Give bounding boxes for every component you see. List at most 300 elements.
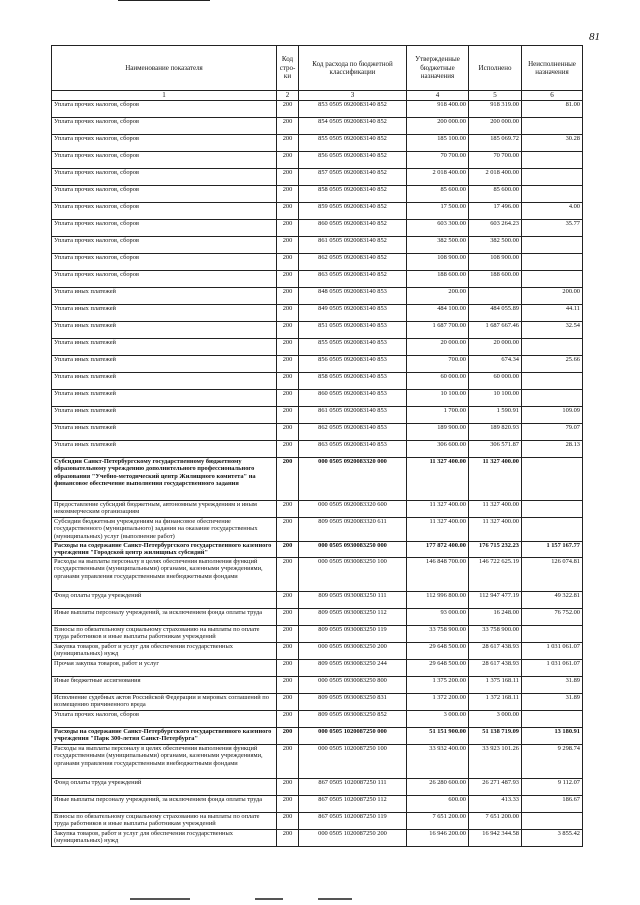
- row-code-cell: 200: [277, 660, 299, 677]
- column-number: 2: [277, 91, 299, 101]
- table-row: [52, 542, 583, 558]
- row-unexecuted-cell: [522, 271, 583, 288]
- row-name-cell: Уплата иных платежей: [52, 424, 277, 441]
- row-unexecuted-cell: [522, 237, 583, 254]
- table-row: [52, 135, 583, 152]
- page-number: 81: [589, 31, 600, 43]
- row-executed-cell: 603 264.23: [469, 220, 522, 237]
- row-approved-cell: 60 000.00: [407, 373, 469, 390]
- row-classification-cell: 809 0505 0930083250 111: [299, 592, 407, 609]
- row-classification-cell: 863 0505 0920083140 853: [299, 441, 407, 458]
- table-row: [52, 390, 583, 407]
- row-code-cell: 200: [277, 390, 299, 407]
- row-name-cell: Уплата иных платежей: [52, 373, 277, 390]
- bottom-scan-mark: [318, 898, 352, 900]
- row-approved-cell: 2 018 400.00: [407, 169, 469, 186]
- row-name-cell: Уплата прочих налогов, сборов: [52, 711, 277, 728]
- row-name-cell: Фонд оплаты труда учреждений: [52, 592, 277, 609]
- row-executed-cell: 70 700.00: [469, 152, 522, 169]
- row-name-cell: Уплата иных платежей: [52, 322, 277, 339]
- row-unexecuted-cell: 49 322.81: [522, 592, 583, 609]
- row-executed-cell: 11 327 400.00: [469, 501, 522, 518]
- row-name-cell: Уплата иных платежей: [52, 441, 277, 458]
- row-classification-cell: 867 0505 1020087250 119: [299, 813, 407, 830]
- row-unexecuted-cell: 1 031 061.07: [522, 643, 583, 660]
- row-code-cell: 200: [277, 135, 299, 152]
- row-code-cell: 200: [277, 237, 299, 254]
- row-unexecuted-cell: [522, 813, 583, 830]
- row-unexecuted-cell: 81.00: [522, 101, 583, 118]
- row-name-cell: Взносы по обязательному социальному страхованию на выплаты по оплате труда работников и иные выплаты работникам учреждений: [52, 626, 277, 643]
- row-code-cell: 200: [277, 694, 299, 711]
- row-unexecuted-cell: 126 074.81: [522, 558, 583, 592]
- table-row: [52, 609, 583, 626]
- row-approved-cell: 700.00: [407, 356, 469, 373]
- table-row: [52, 796, 583, 813]
- row-executed-cell: [469, 288, 522, 305]
- row-approved-cell: 1 372 200.00: [407, 694, 469, 711]
- row-unexecuted-cell: [522, 390, 583, 407]
- row-classification-cell: 000 0505 0920083320 000: [299, 458, 407, 501]
- row-name-cell: Расходы на выплаты персоналу в целях обеспечения выполнения функций государственными (муниципальными) органами, казенными учреждениями, органами управления государственными внебюджетными фондами: [52, 558, 277, 592]
- table-row: [52, 441, 583, 458]
- row-name-cell: Закупка товаров, работ и услуг для обеспечения государственных (муниципальных) нужд: [52, 643, 277, 660]
- row-name-cell: Фонд оплаты труда учреждений: [52, 779, 277, 796]
- row-code-cell: 200: [277, 745, 299, 779]
- row-approved-cell: 185 100.00: [407, 135, 469, 152]
- table-row: [52, 118, 583, 135]
- table-row: [52, 626, 583, 643]
- row-classification-cell: 859 0505 0920083140 852: [299, 203, 407, 220]
- row-executed-cell: 112 947 477.19: [469, 592, 522, 609]
- row-classification-cell: 809 0505 0930083250 244: [299, 660, 407, 677]
- row-name-cell: Уплата прочих налогов, сборов: [52, 135, 277, 152]
- row-unexecuted-cell: [522, 518, 583, 542]
- row-approved-cell: 484 100.00: [407, 305, 469, 322]
- row-approved-cell: 51 151 900.00: [407, 728, 469, 745]
- row-code-cell: 200: [277, 305, 299, 322]
- row-approved-cell: 10 100.00: [407, 390, 469, 407]
- row-code-cell: 200: [277, 677, 299, 694]
- row-classification-cell: 857 0505 0920083140 852: [299, 169, 407, 186]
- row-approved-cell: 33 758 900.00: [407, 626, 469, 643]
- table-row: [52, 101, 583, 118]
- row-executed-cell: 918 319.00: [469, 101, 522, 118]
- table-row: [52, 322, 583, 339]
- table-row: [52, 305, 583, 322]
- row-executed-cell: 2 018 400.00: [469, 169, 522, 186]
- row-approved-cell: 200 000.00: [407, 118, 469, 135]
- row-code-cell: 200: [277, 186, 299, 203]
- table-row: [52, 169, 583, 186]
- row-code-cell: 200: [277, 458, 299, 501]
- row-code-cell: 200: [277, 220, 299, 237]
- row-executed-cell: 20 000.00: [469, 339, 522, 356]
- table-row: [52, 458, 583, 501]
- row-classification-cell: 851 0505 0920083140 853: [299, 322, 407, 339]
- row-classification-cell: 000 0505 0920083320 600: [299, 501, 407, 518]
- row-code-cell: 200: [277, 643, 299, 660]
- header-unexecuted: Неисполненные назначения: [522, 46, 583, 91]
- row-executed-cell: 11 327 400.00: [469, 518, 522, 542]
- column-number-row: [52, 91, 583, 101]
- table-row: [52, 407, 583, 424]
- row-name-cell: Уплата иных платежей: [52, 305, 277, 322]
- table-row: [52, 830, 583, 847]
- row-code-cell: 200: [277, 356, 299, 373]
- row-name-cell: Уплата иных платежей: [52, 288, 277, 305]
- row-name-cell: Предоставление субсидий бюджетным, автономным учреждениям и иным некоммерческим организациям: [52, 501, 277, 518]
- table-row: [52, 643, 583, 660]
- row-executed-cell: 17 496.00: [469, 203, 522, 220]
- row-code-cell: 200: [277, 592, 299, 609]
- row-unexecuted-cell: 186.67: [522, 796, 583, 813]
- row-code-cell: 200: [277, 407, 299, 424]
- table-row: [52, 373, 583, 390]
- row-executed-cell: 1 687 667.46: [469, 322, 522, 339]
- row-code-cell: 200: [277, 288, 299, 305]
- row-approved-cell: 112 996 800.00: [407, 592, 469, 609]
- row-code-cell: 200: [277, 728, 299, 745]
- table-row: [52, 677, 583, 694]
- table-row: [52, 813, 583, 830]
- row-approved-cell: 29 648 500.00: [407, 643, 469, 660]
- table-body: [52, 101, 583, 847]
- header-name: Наименование показателя: [52, 46, 277, 91]
- row-name-cell: Уплата прочих налогов, сборов: [52, 271, 277, 288]
- row-executed-cell: 146 722 625.19: [469, 558, 522, 592]
- row-name-cell: Уплата иных платежей: [52, 339, 277, 356]
- row-classification-cell: 858 0505 0920083140 853: [299, 373, 407, 390]
- row-classification-cell: 862 0505 0920083140 852: [299, 254, 407, 271]
- row-approved-cell: 1 375 200.00: [407, 677, 469, 694]
- row-approved-cell: 200.00: [407, 288, 469, 305]
- row-executed-cell: 108 900.00: [469, 254, 522, 271]
- row-approved-cell: 146 848 700.00: [407, 558, 469, 592]
- row-approved-cell: 70 700.00: [407, 152, 469, 169]
- header-code: Код стро-ки: [277, 46, 299, 91]
- row-unexecuted-cell: [522, 169, 583, 186]
- row-unexecuted-cell: [522, 254, 583, 271]
- row-classification-cell: 860 0505 0920083140 852: [299, 220, 407, 237]
- row-name-cell: Уплата иных платежей: [52, 407, 277, 424]
- row-approved-cell: 26 280 600.00: [407, 779, 469, 796]
- row-unexecuted-cell: 35.77: [522, 220, 583, 237]
- table-row: [52, 745, 583, 779]
- table-row: [52, 237, 583, 254]
- row-name-cell: Иные бюджетные ассигнования: [52, 677, 277, 694]
- row-executed-cell: 16 942 344.58: [469, 830, 522, 847]
- table-row: [52, 203, 583, 220]
- row-approved-cell: 33 932 400.00: [407, 745, 469, 779]
- table-row: [52, 288, 583, 305]
- row-executed-cell: 185 069.72: [469, 135, 522, 152]
- row-executed-cell: 7 651 200.00: [469, 813, 522, 830]
- row-approved-cell: 11 327 400.00: [407, 501, 469, 518]
- row-approved-cell: 85 600.00: [407, 186, 469, 203]
- row-classification-cell: 809 0505 0920083320 611: [299, 518, 407, 542]
- row-unexecuted-cell: 13 180.91: [522, 728, 583, 745]
- table-row: [52, 424, 583, 441]
- table-row: [52, 558, 583, 592]
- row-code-cell: 200: [277, 254, 299, 271]
- row-code-cell: 200: [277, 424, 299, 441]
- header-executed: Исполнено: [469, 46, 522, 91]
- row-code-cell: 200: [277, 542, 299, 558]
- row-approved-cell: 29 648 500.00: [407, 660, 469, 677]
- header-approved: Утвержденные бюджетные назначения: [407, 46, 469, 91]
- row-name-cell: Уплата прочих налогов, сборов: [52, 203, 277, 220]
- row-classification-cell: 855 0505 0920083140 852: [299, 135, 407, 152]
- row-classification-cell: 000 0505 0930083250 000: [299, 542, 407, 558]
- bottom-scan-mark: [130, 898, 190, 900]
- table-row: [52, 271, 583, 288]
- row-unexecuted-cell: 32.54: [522, 322, 583, 339]
- row-classification-cell: 849 0505 0920083140 853: [299, 305, 407, 322]
- table-row: [52, 711, 583, 728]
- row-unexecuted-cell: 3 855.42: [522, 830, 583, 847]
- row-classification-cell: 809 0505 0930083250 119: [299, 626, 407, 643]
- row-code-cell: 200: [277, 626, 299, 643]
- row-executed-cell: 10 100.00: [469, 390, 522, 407]
- row-unexecuted-cell: 9 112.07: [522, 779, 583, 796]
- row-executed-cell: 1 375 168.11: [469, 677, 522, 694]
- row-approved-cell: 1 700.00: [407, 407, 469, 424]
- row-name-cell: Субсидии Санкт-Петербургскому государственному бюджетному образовательному учреждению дополнительного профессионального образования "Учебно-методический центр Жилищного комитета" на финансовое обеспечение выполнения государственного задания: [52, 458, 277, 501]
- table-row: [52, 152, 583, 169]
- row-classification-cell: 863 0505 0920083140 852: [299, 271, 407, 288]
- row-unexecuted-cell: 28.13: [522, 441, 583, 458]
- row-executed-cell: 189 820.93: [469, 424, 522, 441]
- row-approved-cell: 603 300.00: [407, 220, 469, 237]
- table-row: [52, 728, 583, 745]
- row-classification-cell: 000 0505 1020087250 100: [299, 745, 407, 779]
- row-code-cell: 200: [277, 796, 299, 813]
- row-classification-cell: 861 0505 0920083140 853: [299, 407, 407, 424]
- row-classification-cell: 867 0505 1020087250 111: [299, 779, 407, 796]
- row-executed-cell: 16 248.00: [469, 609, 522, 626]
- row-unexecuted-cell: 25.66: [522, 356, 583, 373]
- table-row: [52, 694, 583, 711]
- column-number: 4: [407, 91, 469, 101]
- table-row: [52, 501, 583, 518]
- row-code-cell: 200: [277, 779, 299, 796]
- table-row: [52, 518, 583, 542]
- row-name-cell: Уплата прочих налогов, сборов: [52, 101, 277, 118]
- row-classification-cell: 848 0505 0920083140 853: [299, 288, 407, 305]
- row-name-cell: Прочая закупка товаров, работ и услуг: [52, 660, 277, 677]
- row-unexecuted-cell: 31.89: [522, 677, 583, 694]
- row-code-cell: 200: [277, 373, 299, 390]
- row-code-cell: 200: [277, 813, 299, 830]
- row-classification-cell: 000 0505 0930083250 200: [299, 643, 407, 660]
- row-classification-cell: 856 0505 0920083140 853: [299, 356, 407, 373]
- header-classification: Код расхода по бюджетной классификации: [299, 46, 407, 91]
- row-classification-cell: 854 0505 0920083140 852: [299, 118, 407, 135]
- row-executed-cell: 200 000.00: [469, 118, 522, 135]
- budget-execution-table: [51, 45, 583, 847]
- row-unexecuted-cell: [522, 339, 583, 356]
- row-executed-cell: 11 327 400.00: [469, 458, 522, 501]
- row-executed-cell: 28 617 438.93: [469, 643, 522, 660]
- row-classification-cell: 860 0505 0920083140 853: [299, 390, 407, 407]
- row-executed-cell: 85 600.00: [469, 186, 522, 203]
- row-name-cell: Закупка товаров, работ и услуг для обеспечения государственных (муниципальных) нужд: [52, 830, 277, 847]
- bottom-scan-mark: [255, 898, 283, 900]
- row-approved-cell: 3 000.00: [407, 711, 469, 728]
- row-name-cell: Взносы по обязательному социальному страхованию на выплаты по оплате труда работников и иные выплаты работникам учреждений: [52, 813, 277, 830]
- row-executed-cell: 674.34: [469, 356, 522, 373]
- row-unexecuted-cell: [522, 186, 583, 203]
- row-approved-cell: 17 500.00: [407, 203, 469, 220]
- row-executed-cell: 33 758 900.00: [469, 626, 522, 643]
- row-name-cell: Уплата прочих налогов, сборов: [52, 220, 277, 237]
- row-unexecuted-cell: 9 298.74: [522, 745, 583, 779]
- row-code-cell: 200: [277, 152, 299, 169]
- row-executed-cell: 1 372 168.11: [469, 694, 522, 711]
- row-code-cell: 200: [277, 339, 299, 356]
- row-approved-cell: 306 600.00: [407, 441, 469, 458]
- row-classification-cell: 809 0505 0930083250 852: [299, 711, 407, 728]
- row-name-cell: Расходы на выплаты персоналу в целях обеспечения выполнения функций государственными (муниципальными) органами, казенными учреждениями, органами управления государственными внебюджетными фондами: [52, 745, 277, 779]
- row-code-cell: 200: [277, 501, 299, 518]
- row-unexecuted-cell: [522, 458, 583, 501]
- row-name-cell: Исполнение судебных актов Российской Федерации и мировых соглашений по возмещению причиненного вреда: [52, 694, 277, 711]
- row-name-cell: Расходы на содержание Санкт-Петербургского государственного казенного учреждения "Парк 300-летия Санкт-Петербурга": [52, 728, 277, 745]
- row-executed-cell: 28 617 438.93: [469, 660, 522, 677]
- row-classification-cell: 000 0505 0930083250 100: [299, 558, 407, 592]
- row-executed-cell: 306 571.87: [469, 441, 522, 458]
- row-unexecuted-cell: 79.07: [522, 424, 583, 441]
- row-code-cell: 200: [277, 101, 299, 118]
- row-name-cell: Расходы на содержание Санкт-Петербургского государственного казенного учреждения "Городской центр жилищных субсидий": [52, 542, 277, 558]
- row-code-cell: 200: [277, 271, 299, 288]
- row-name-cell: Уплата прочих налогов, сборов: [52, 186, 277, 203]
- row-unexecuted-cell: 1 031 061.07: [522, 660, 583, 677]
- row-approved-cell: 7 651 200.00: [407, 813, 469, 830]
- row-name-cell: Уплата прочих налогов, сборов: [52, 118, 277, 135]
- table-row: [52, 186, 583, 203]
- row-classification-cell: 000 0505 0930083250 800: [299, 677, 407, 694]
- row-code-cell: 200: [277, 441, 299, 458]
- row-approved-cell: 11 327 400.00: [407, 458, 469, 501]
- row-unexecuted-cell: [522, 711, 583, 728]
- row-name-cell: Уплата иных платежей: [52, 356, 277, 373]
- row-unexecuted-cell: [522, 118, 583, 135]
- table-row: [52, 779, 583, 796]
- table-row: [52, 660, 583, 677]
- row-unexecuted-cell: 76 752.00: [522, 609, 583, 626]
- row-name-cell: Уплата прочих налогов, сборов: [52, 152, 277, 169]
- table-row: [52, 220, 583, 237]
- table-row: [52, 254, 583, 271]
- table-row: [52, 356, 583, 373]
- row-classification-cell: 856 0505 0920083140 852: [299, 152, 407, 169]
- row-classification-cell: 000 0505 1020087250 200: [299, 830, 407, 847]
- row-classification-cell: 809 0505 0930083250 112: [299, 609, 407, 626]
- row-classification-cell: 853 0505 0920083140 852: [299, 101, 407, 118]
- row-unexecuted-cell: [522, 152, 583, 169]
- row-name-cell: Уплата иных платежей: [52, 390, 277, 407]
- row-executed-cell: 33 923 101.26: [469, 745, 522, 779]
- row-executed-cell: 1 590.91: [469, 407, 522, 424]
- row-code-cell: 200: [277, 169, 299, 186]
- row-unexecuted-cell: 44.11: [522, 305, 583, 322]
- row-approved-cell: 188 600.00: [407, 271, 469, 288]
- row-classification-cell: 000 0505 1020087250 000: [299, 728, 407, 745]
- column-number: 6: [522, 91, 583, 101]
- table-header-row: [52, 46, 583, 91]
- row-code-cell: 200: [277, 518, 299, 542]
- row-unexecuted-cell: [522, 373, 583, 390]
- row-name-cell: Уплата прочих налогов, сборов: [52, 254, 277, 271]
- row-name-cell: Уплата прочих налогов, сборов: [52, 169, 277, 186]
- row-unexecuted-cell: [522, 501, 583, 518]
- row-code-cell: 200: [277, 609, 299, 626]
- row-executed-cell: 176 715 232.23: [469, 542, 522, 558]
- row-code-cell: 200: [277, 118, 299, 135]
- row-executed-cell: 26 271 487.93: [469, 779, 522, 796]
- row-unexecuted-cell: 4.00: [522, 203, 583, 220]
- column-number: 1: [52, 91, 277, 101]
- column-number: 5: [469, 91, 522, 101]
- row-executed-cell: 60 000.00: [469, 373, 522, 390]
- column-number: 3: [299, 91, 407, 101]
- row-code-cell: 200: [277, 830, 299, 847]
- row-code-cell: 200: [277, 322, 299, 339]
- row-approved-cell: 93 000.00: [407, 609, 469, 626]
- row-approved-cell: 177 872 400.00: [407, 542, 469, 558]
- row-code-cell: 200: [277, 203, 299, 220]
- row-unexecuted-cell: 30.28: [522, 135, 583, 152]
- row-executed-cell: 413.33: [469, 796, 522, 813]
- row-name-cell: Иные выплаты персоналу учреждений, за исключением фонда оплаты труда: [52, 609, 277, 626]
- row-code-cell: 200: [277, 711, 299, 728]
- row-name-cell: Уплата прочих налогов, сборов: [52, 237, 277, 254]
- row-approved-cell: 382 500.00: [407, 237, 469, 254]
- row-name-cell: Иные выплаты персоналу учреждений, за исключением фонда оплаты труда: [52, 796, 277, 813]
- row-classification-cell: 855 0505 0920083140 853: [299, 339, 407, 356]
- row-classification-cell: 861 0505 0920083140 852: [299, 237, 407, 254]
- row-approved-cell: 108 900.00: [407, 254, 469, 271]
- row-approved-cell: 11 327 400.00: [407, 518, 469, 542]
- row-executed-cell: 382 500.00: [469, 237, 522, 254]
- row-unexecuted-cell: 109.09: [522, 407, 583, 424]
- table-row: [52, 339, 583, 356]
- row-executed-cell: 51 138 719.09: [469, 728, 522, 745]
- row-executed-cell: 484 055.89: [469, 305, 522, 322]
- row-approved-cell: 189 900.00: [407, 424, 469, 441]
- row-executed-cell: 188 600.00: [469, 271, 522, 288]
- row-classification-cell: 809 0505 0930083250 831: [299, 694, 407, 711]
- row-unexecuted-cell: 200.00: [522, 288, 583, 305]
- row-classification-cell: 867 0505 1020087250 112: [299, 796, 407, 813]
- row-unexecuted-cell: 31.89: [522, 694, 583, 711]
- row-approved-cell: 600.00: [407, 796, 469, 813]
- row-approved-cell: 918 400.00: [407, 101, 469, 118]
- table-row: [52, 592, 583, 609]
- row-unexecuted-cell: 1 157 167.77: [522, 542, 583, 558]
- row-approved-cell: 20 000.00: [407, 339, 469, 356]
- row-executed-cell: 3 000.00: [469, 711, 522, 728]
- row-code-cell: 200: [277, 558, 299, 592]
- row-classification-cell: 862 0505 0920083140 853: [299, 424, 407, 441]
- row-unexecuted-cell: [522, 626, 583, 643]
- row-approved-cell: 1 687 700.00: [407, 322, 469, 339]
- row-name-cell: Субсидии бюджетным учреждениям на финансовое обеспечение государственного (муниципального) задания на оказание государственных (муниципальных) услуг (выполнение работ): [52, 518, 277, 542]
- row-approved-cell: 16 946 200.00: [407, 830, 469, 847]
- top-edge-line: [118, 0, 210, 1]
